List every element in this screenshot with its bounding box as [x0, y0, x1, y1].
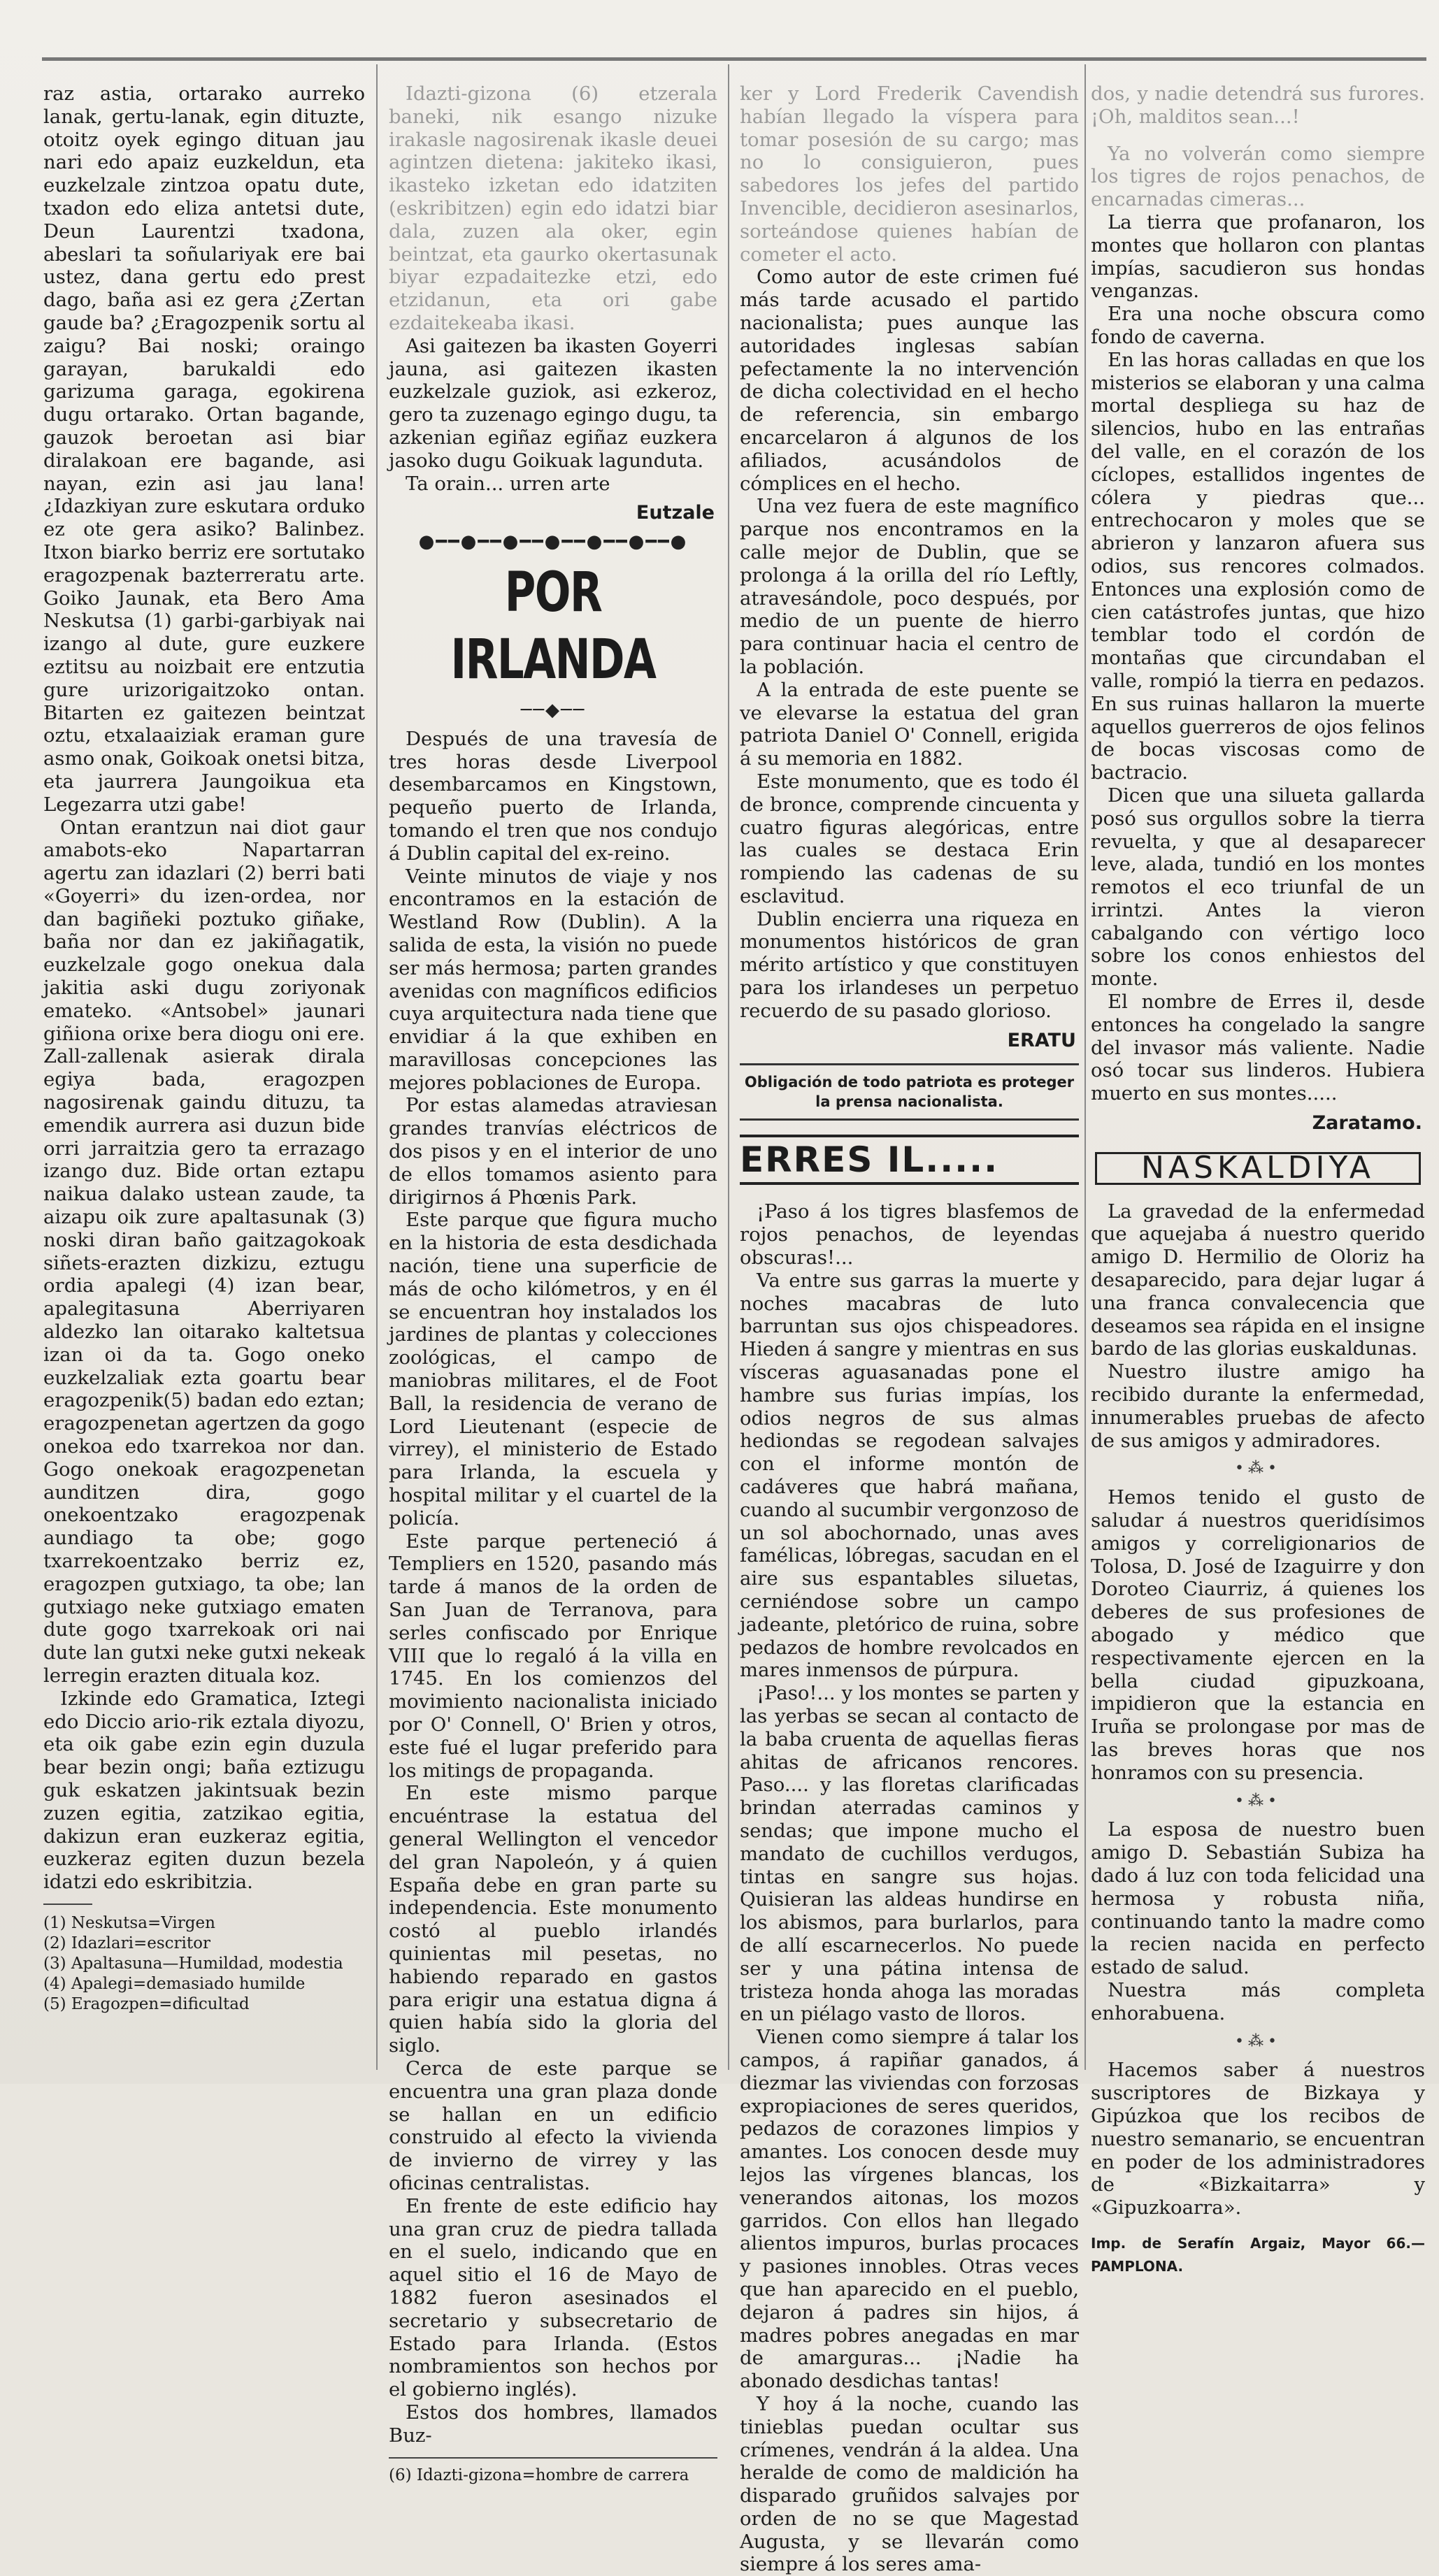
paragraph: raz astia, ortarako aurreko lanak, gertu-lanak, egin dituzte, otoitz oyek egingo dituan jau nari edo apaiz euzkeldun, eta euzkelzale zintzoa opatu dute, txadon edo eliza antetsi dute, Deun Laurentzi txadona, abeslari ta soñulariyak ere bai ustez, dana gertu edo prest dago, baña asi ez gera ¿Zertan gaude ba? ¿Eragozpenik sortu al zaigu? Bai noski; oraingo garayan, barukaldi edo garizuma garaga, egokirena dugu ortarako. Ortan bagande, gauzok beroetan asi biar diralakoan ere bagande, asi nayan, ezin asi jau lana! ¿Idazkiyan zure eskutara orduko ez ote gera asiko? Balinbez. Itxon biarko berriz ere sortutako eragozpenak bazterreratu arte. Goiko Jaunak, eta Bero Ama Neskutsa (1) garbi-garbiyak nai izango al dute, gure euzkere eztitsu au noizbait ere entzutia gure urizorigaitzoko ontan. Bitarten ez gaitezen beintzat oztu, etxalaaiziak eraman gure asmo onak, Goikoak onetsi bitza, eta jaurrera Jaungoikua eta Legezarra utzi gabe! [43, 82, 365, 816]
asterism-divider: •⁂• [1235, 1460, 1281, 1478]
column-divider [376, 64, 378, 2070]
paragraph: Estos dos hombres, llamados Buz- [389, 2401, 717, 2447]
paragraph: Por estas alamedas atraviesan grandes tranvías eléctricos de dos pisos y en el interior de uno de ellos tomamos asiento para dirigirnos á Phœnis Park. [389, 1094, 717, 1209]
column-3 [740, 82, 1079, 2576]
paragraph: ¡Paso á los tigres blasfemos de rojos penachos, de leyendas obscuras!... [740, 1200, 1079, 1269]
notice-box: Obligación de todo patriota es proteger la prensa nacionalista. [740, 1063, 1079, 1121]
paragraph: Idazti-gizona (6) etzerala baneki, nik esango nizuke irakasle nagosirenak ikasle deuei agintzen dietena: jakiteko ikasi, ikasteko izketan edo idatziten (eskribitzen) egin edo idatzi biar dala, zuzen ala oker, egin beintzat, eta gaurko okertasunak biyar ezpadaitezke etzi, edo etzidanun, eta ori gabe ezdaitekeaba ikasi. [389, 82, 717, 334]
column-1 [43, 82, 365, 2070]
column-2 [389, 82, 717, 2484]
ornament-flourish: ──◆── [520, 699, 586, 721]
signature: Zaratamo. [1312, 1112, 1422, 1135]
footnote: (5) Eragozpen=dificultad [43, 1994, 250, 2013]
paragraph: Dublin encierra una riqueza en monumentos históricos de gran mérito artístico y que constituyen para los irlandeses un perpetuo recuerdo de su pasado glorioso. [740, 907, 1079, 1022]
ornament-divider: ●━━●━━●━━●━━●━━●━━● [418, 531, 688, 553]
paragraph: Como autor de este crimen fué más tarde acusado el partido nacionalista; pues aunque las autoridades inglesas sabían pefectamente la no intervención de dicha colectividad en el hecho de referencia, sin embargo encarcelaron á algunos de los afiliados, acusándolos de cómplices en el hecho. [740, 266, 1079, 495]
paragraph: La tierra que profanaron, los montes que hollaron con plantas impías, sacudieron sus hondas venganzas. [1091, 210, 1425, 303]
paragraph: A la entrada de este puente se ve elevarse la estatua del gran patriota Daniel O' Connell, erigida á su memoria en 1882. [740, 678, 1079, 770]
asterism-divider: •⁂• [1235, 1792, 1281, 1810]
paragraph: Cerca de este parque se encuentra una gran plaza donde se hallan en un edificio construido al efecto la vivienda de invierno de virrey y las oficinas centralistas. [389, 2057, 717, 2194]
headline-por-irlanda: POR IRLANDA [450, 561, 656, 691]
paragraph: Después de una travesía de tres horas desde Liverpool desembarcamos en Kingstown, pequeño puerto de Irlanda, tomando el tren que nos condujo á Dublin capital del ex-reino. [389, 727, 717, 865]
footnotes [389, 2457, 717, 2486]
asterism-divider: •⁂• [1235, 2032, 1281, 2050]
signature: ERATU [1007, 1029, 1076, 1051]
footnote-rule [389, 2457, 717, 2459]
paragraph: Va entre sus garras la muerte y noches macabras de luto barruntan sus ojos chispeadores. Hieden á sangre y mientras en sus vísceras aguasanadas pone el hambre sus furias impías, los odios negros de sus almas hediondas se regodean salvajes con el informe montón de cadáveres que habrá mañana, cuando al sucumbir vergonzoso de un sol abochornado, unas aves famélicas, lóbregas, sacudan en el aire sus espantables siluetas, cerniéndose sobre un campo jadeante, pletórico de ruina, sobre pedazos de hombre revolcados en mares inmensos de púrpura. [740, 1269, 1079, 1682]
paragraph: Este parque que figura mucho en la historia de esta desdichada nación, tiene una superficie de más de ocho kilómetros, y en él se encuentran hoy instalados los jardines de plantas y colecciones zoológicas, el campo de maniobras militares, el de Foot Ball, la residencia de verano de Lord Lieutenant (especie de virrey), el ministerio de Estado para Irlanda, la escuela y hospital militar y el cuartel de la policía. [389, 1209, 717, 1530]
paragraph: Ta orain... urren arte [406, 472, 610, 495]
column-divider [1084, 64, 1086, 2070]
news-item: Nuestra más completa enhorabuena. [1091, 1978, 1425, 2024]
paragraph: Vienen como siempre á talar los campos, á rapiñar ganados, á diezmar las viviendas con forzosas expropiaciones de seres queridos, pedazos de corazones limpios y amantes. Los conocen desde muy lejos las vírgenes blancas, los venerandos aitonas, los mozos garridos. Con ellos han llegado alientos impuros, burlas procaces y pasiones innobles. Otras veces que han aparecido en el pueblo, dejaron á padres sin hijos, á madres pobres anegadas en mar de amarguras... ¡Nadie ha abonado desdichas tantas! [740, 2026, 1079, 2393]
headline-naskaldiya: NASKALDIYA [1095, 1152, 1421, 1185]
paragraph: Y hoy á la noche, cuando las tinieblas puedan ocultar sus crímenes, vendrán á la aldea. Una heralde de como de maldición ha disparado gruñidos salvajes por orden de no se que Magestad Augusta, y se llevarán como siempre á los seres ama- [740, 2392, 1079, 2576]
paragraph: Este monumento, que es todo él de bronce, comprende cincuenta y cuatro figuras alegóricas, entre las cuales se destaca Erin rompiendo las cadenas de su esclavitud. [740, 770, 1079, 907]
paragraph: ¡Paso!... y los montes se parten y las yerbas se secan al contacto de la baba cruenta de aquellas fieras ahitas de africanos rencores. Paso.... y las floretas clarificadas brindan aterradas caminos y sendas; que impone mucho el mandato de cuchillos verdugos, tintas en sangre sus hojas. Quisieran las aldeas hundirse en los abismos, para burlarlos, para de allí escarnecerlos. No puede ser y una pátina intensa de tristeza honda ahoga las moradas en un piélago vasto de lloros. [740, 1682, 1079, 2026]
headline-erres-il: ERRES IL..... [740, 1135, 1079, 1185]
news-item: Hacemos saber á nuestros suscriptores de Bizkaya y Gipúzkoa que los recibos de nuestro semanario, se encuentran en poder de los administradores de «Bizkaitarra» y «Gipuzkoarra». [1091, 2059, 1425, 2219]
paragraph: En las horas calladas en que los misterios se elaboran y una calma mortal despliega su haz de silencios, hubo en las entrañas del valle, en el corazón de los cíclopes, estallidos ingentes de cólera y piedras que... entrechocaron y moles que se abrieron y lanzaron afuera sus odios, sus rencores colmados. Entonces una explosión como de cien catástrofes juntas, que hizo temblar todo el cordón de montañas que circundaban el valle, rompió la tierra en pedazos. En sus ruinas hallaron la muerte aquellos guerreros de ojos felinos de bocas viscosas como de bactracio. [1091, 348, 1425, 784]
footnote: (4) Apalegi=demasiado humilde [43, 1974, 306, 1993]
paragraph: ker y Lord Frederik Cavendish habían llegado la víspera para tomar posesión de su cargo; mas no lo consiguieron, pues sabedores los jefes del partido Invencible, decidieron asesinarlos, sorteándose quienes habían de cometer el acto. [740, 82, 1079, 266]
column-divider [728, 64, 729, 2070]
paragraph: Era una noche obscura como fondo de caverna. [1091, 303, 1425, 348]
paragraph: En este mismo parque encuéntrase la estatua del general Wellington el vencedor del gran Napoleón, y á quien España debe en gran parte su independencia. Este monumento costó al pueblo irlandés quinientas mil pesetas, no habiendo reparado en gastos para erigir una estatua digna á quien había sido la gloria del siglo. [389, 1782, 717, 2057]
signature: Eutzale [636, 502, 715, 524]
news-item: Nuestro ilustre amigo ha recibido durante la enfermedad, innumerables pruebas de afecto de sus amigos y admiradores. [1091, 1360, 1425, 1452]
footnotes [43, 1904, 365, 2015]
printer-imprint: Imp. de Serafín Argaiz, Mayor 66.—PAMPLONA. [1091, 2234, 1425, 2275]
news-item: La esposa de nuestro buen amigo D. Sebastián Subiza ha dado á luz con toda felicidad una hermosa y robusta niña, continuando tanto la madre como la recien nacida en perfecto estado de salud. [1091, 1818, 1425, 1979]
paragraph: Veinte minutos de viaje y nos encontramos en la estación de Westland Row (Dublin). A la salida de esta, la visión no puede ser más hermosa; parten grandes avenidas con magníficos edificios cuya arquitectura nada tiene que envidiar á la que exhiben en maravillosas concepciones las mejores poblaciones de Europa. [389, 865, 717, 1094]
paragraph: Este parque perteneció á Templiers en 1520, pasando más tarde á manos de la orden de San Juan de Terranova, para serles confiscado por Enrique VIII que lo regaló á la villa en 1745. En los comienzos del movimiento nacionalista iniciado por O' Connell, O' Brien y otros, este fué el lugar preferido para los mitings de propaganda. [389, 1530, 717, 1782]
paragraph: Izkinde edo Gramatica, Iztegi edo Diccio ario-rik eztala diyozu, eta oik gabe ezin egin duzula bear bezin ongi; baña eztizugu guk eskatzen jakintsuak bezin zuzen egitia, zatzikao egitia, dakizun eran euzkeraz egitia, euzkeraz egiten duzun bezela idatzi edo eskribitzia. [43, 1687, 365, 1894]
news-item: La gravedad de la enfermedad que aquejaba á nuestro querido amigo D. Hermilio de Oloriz ha desaparecido, para dejar lugar á una franca convalecencia que deseamos sea rápida en el insigne bardo de las glorias euskaldunas. [1091, 1200, 1425, 1360]
paragraph: Asi gaitezen ba ikasten Goyerri jauna, asi gaitezen ikasten euzkelzale guziok, asi ezkeroz, gero ta zuzenago egingo dugu, ta azkenian egiñaz egiñaz euzkera jasoko dugu Goikuak lagunduta. [389, 334, 717, 472]
footnote: (2) Idazlari=escritor [43, 1934, 210, 1952]
paragraph: En frente de este edificio hay una gran cruz de piedra tallada en el suelo, indicando que en aquel sitio el 16 de Mayo de 1882 fueron asesinados el secretario y subsecretario de Estado para Irlanda. (Estos nombramientos son hechos por el gobierno inglés). [389, 2194, 717, 2401]
paragraph: Dicen que una silueta gallarda posó sus orgullos sobre la tierra revuelta, y que al desaparecer leve, alada, tundió en los montes remotos el eco triunfal de un irrintzi. Antes la vieron cabalgando con vértigo loco sobre los conos enhiestos del monte. [1091, 784, 1425, 991]
paragraph: Ontan erantzun nai diot gaur amabots-eko Napartarran agertu zan idazlari (2) berri bati «Goyerri» du izen-ordea, nor dan bagiñeki poztuko giñake, baña nor dan ez jakiñagatik, euzkelzale gogo onekua dala jakitia aski dugu zoriyonak emateko. «Antsobel» jaunari giñiona orixe bera diogu oni ere. Zall-zallenak asierak dirala egiya bada, eragozpen nagosirenak gaindu dituzu, ta emendik aurrera asi duzun bide orri jarraitzia gero ta errazago izango duz. Bide ortan eztapu naikua dalako ustean zaude, ta aizapu oik zure apaltasunak (3) noski diran baño gaitzagokoak siñets-erazten dizkizu, eztugu ordia apalegi (4) izan bear, apalegitasuna Aberriyaren aldezko lan oitarako kaltetsua izan oi da ta. Gogo oneko euzkelzaliak ezta goartu bear eragozpenik(5) badan edo eztan; eragozpenetan agertzen da gogo onekoa edo txarrekoa nor dan. Gogo onekoak eragozpenetan aunditzen dira, gogo onekoentzako eragozpenak aundiago ta obe; gogo txarrekoentzako berriz ez, eragozpen gutxiago, ta obe; lan gutxiago neke gutxiago ematen dute gogo txarrekoak ori nai dute lan gutxi neke gutxi nekeak lerregin erazten dituala koz. [43, 816, 365, 1687]
top-rule [42, 57, 1426, 61]
paragraph: El nombre de Erres il, desde entonces ha congelado la sangre del invasor más valiente. Nadie osó tocar sus linderos. Hubiera muerto en sus montes..... [1091, 991, 1425, 1105]
footnote: (3) Apaltasuna—Humildad, modestia [43, 1954, 343, 1973]
paragraph: Ya no volverán como siempre los tigres de rojos penachos, de encarnadas cimeras... [1091, 142, 1425, 211]
footnote: (1) Neskutsa=Virgen [43, 1913, 215, 1932]
footnote-rule [43, 1904, 92, 1905]
news-item: Hemos tenido el gusto de saludar á nuestros queridísimos amigos y correligionarios de Tolosa, D. José de Izaguirre y don Doroteo Ciaurriz, á quienes los deberes de sus profesiones de abogado y médico que respectivamente ejercen en la bella ciudad gipuzkoana, impidieron que la estancia en Iruña se prolongase por mas de las breves horas que nos honramos con su presencia. [1091, 1486, 1425, 1784]
paragraph: Una vez fuera de este magnífico parque nos encontramos en la calle mejor de Dublin, que se prolonga á la orilla del río Leftly, atravesándole, poco después, por medio de un puente de hierro para continuar hacia el centro de la población. [740, 495, 1079, 678]
paragraph: dos, y nadie detendrá sus furores. ¡Oh, malditos sean...! [1091, 82, 1425, 128]
footnote: (6) Idazti-gizona=hombre de carrera [389, 2466, 689, 2484]
column-4 [1091, 82, 1425, 2275]
